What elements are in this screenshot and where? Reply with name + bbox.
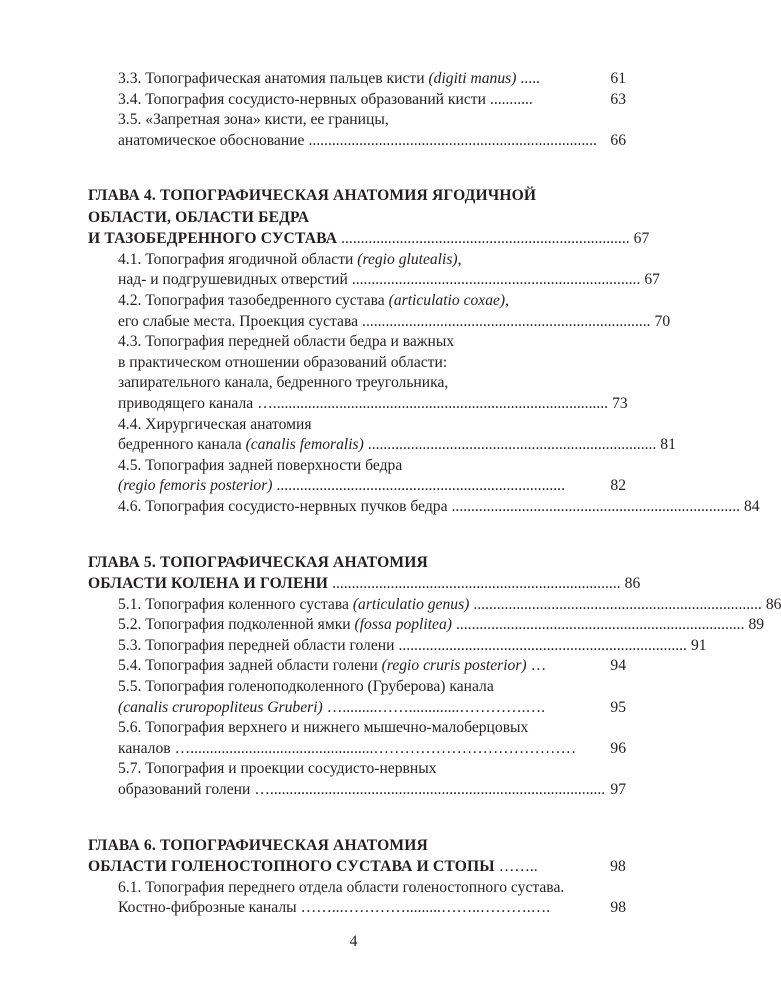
toc-entry-line <box>88 270 660 291</box>
latin-term: (canalis cruropopliteus Gruberi) <box>118 698 323 716</box>
entry-text: И ТАЗОБЕДРЕННОГО СУСТАВА <box>88 230 338 248</box>
entry-punctuation: , <box>505 292 510 310</box>
entry-page-number[interactable]: 73 <box>612 395 628 413</box>
entry-page-number[interactable]: 67 <box>644 271 660 289</box>
entry-text: 4.4. Хирургическая анатомия <box>118 415 312 433</box>
entry-page-number[interactable]: 81 <box>660 436 676 454</box>
entry-text: Костно-фиброзные каналы <box>118 899 297 917</box>
toc-entry-line <box>88 677 626 698</box>
toc-entry-line <box>88 332 626 353</box>
toc-entry-line <box>88 435 676 456</box>
entry-title <box>118 131 304 152</box>
entry-title <box>118 595 469 616</box>
dot-leader: …...................................................................................... <box>254 780 606 798</box>
latin-term: (fossa poplitea) <box>354 616 452 634</box>
toc-entry-line <box>88 718 626 739</box>
chapter-heading-line <box>88 552 626 574</box>
toc-entry-line <box>88 353 626 374</box>
chapter-title <box>88 856 495 878</box>
entry-page-number[interactable]: 63 <box>610 90 626 108</box>
entry-text: в практическом отношении образований области: <box>118 353 448 371</box>
chapter-heading-line <box>88 228 650 250</box>
entry-text: 5.6. Топография верхнего и нижнего мышечно-малоберцовых <box>118 719 529 737</box>
chapter-title <box>88 573 328 595</box>
dot-leader: .......................................................................... <box>351 271 641 289</box>
entry-text: запирательного канала, бедренного треугольника, <box>118 374 449 392</box>
latin-term: (regio femoris posterior) <box>118 477 273 495</box>
toc-entry-line <box>88 415 626 436</box>
entry-text: его слабые места. Проекция сустава <box>118 312 359 330</box>
entry-text: 4.2. Топография тазобедренного сустава <box>118 292 389 310</box>
entry-title <box>118 636 394 657</box>
toc-entry-line <box>88 291 626 312</box>
toc-entry-line <box>88 110 626 131</box>
dot-leader: ..... <box>520 70 540 87</box>
entry-title <box>118 615 452 636</box>
toc-entry-line <box>88 878 626 899</box>
entry-text: 4.3. Топография передней области бедра и важных <box>118 333 455 351</box>
dot-leader: .......................................................................... <box>367 436 657 454</box>
entry-page-number[interactable]: 84 <box>744 498 760 515</box>
entry-title <box>118 394 253 415</box>
latin-term: (regio glutealis) <box>357 250 458 268</box>
table-of-contents <box>88 69 781 919</box>
chapter-heading-line <box>88 207 626 229</box>
latin-term: (articulatio genus) <box>352 595 470 613</box>
toc-entry-line <box>88 780 626 801</box>
entry-page-number[interactable]: 67 <box>633 230 650 248</box>
entry-title <box>118 312 358 333</box>
entry-page-number[interactable]: 86 <box>624 575 641 593</box>
chapter-heading-line <box>88 185 626 207</box>
entry-title <box>118 291 509 312</box>
entry-title <box>118 456 402 477</box>
entry-title <box>118 476 272 497</box>
chapter-title <box>88 835 428 857</box>
toc-entry-line <box>88 759 626 780</box>
toc-entry-line <box>88 90 626 111</box>
toc-section <box>88 69 626 151</box>
toc-entry-line <box>88 615 765 636</box>
chapter-title <box>88 552 428 574</box>
toc-entry-line <box>88 373 626 394</box>
entry-text: бедренного канала <box>118 436 246 454</box>
entry-title <box>118 878 564 899</box>
entry-page-number[interactable]: 89 <box>748 616 765 634</box>
entry-title <box>118 656 527 677</box>
toc-entry-line <box>88 476 626 497</box>
entry-title <box>118 353 447 374</box>
entry-page-number[interactable]: 66 <box>610 131 626 149</box>
entry-page-number[interactable]: 98 <box>610 899 626 917</box>
entry-punctuation: , <box>457 250 462 268</box>
entry-text: ГЛАВА 5. ТОПОГРАФИЧЕСКАЯ АНАТОМИЯ <box>88 553 428 571</box>
chapter-title <box>88 207 309 229</box>
dot-leader: ……...………….........……..……….…. <box>300 899 551 917</box>
toc-entry-line <box>88 131 626 152</box>
entry-text: приводящего канала <box>118 395 254 413</box>
latin-term: (canalis femoralis) <box>245 436 364 454</box>
toc-entry-line <box>88 595 781 616</box>
entry-title <box>118 69 516 90</box>
entry-page-number[interactable]: 98 <box>610 858 626 876</box>
dot-leader: .......................................................................... <box>451 498 740 515</box>
entry-title <box>118 739 171 760</box>
entry-text: 6.1. Топография переднего отдела области голеностопного сустава. <box>118 878 565 896</box>
entry-title <box>118 415 312 436</box>
entry-text: образований голени <box>118 780 251 798</box>
entry-title <box>118 698 323 719</box>
toc-section <box>88 185 760 517</box>
toc-entry-line <box>88 497 760 518</box>
entry-title <box>118 435 364 456</box>
entry-title <box>118 270 348 291</box>
dot-leader: .......................................................................... <box>341 230 630 248</box>
entry-title <box>118 780 250 801</box>
dot-leader: .......................................................................... <box>332 575 621 593</box>
entry-page-number[interactable]: 61 <box>610 70 626 87</box>
entry-page-number[interactable]: 91 <box>690 636 707 654</box>
dot-leader: …….. <box>498 858 538 876</box>
entry-text: над- и подгрушевидных отверстий <box>118 271 348 289</box>
dot-leader: .......................................................................... <box>473 595 762 613</box>
entry-title <box>118 718 528 739</box>
dot-leader: .......................................................................... <box>398 636 687 654</box>
toc-entry-line <box>88 898 626 919</box>
dot-leader: .......................................................................... <box>455 616 745 634</box>
entry-text: 3.5. «Запретная зона» кисти, ее границы, <box>118 111 389 129</box>
entry-title <box>118 373 448 394</box>
entry-text: ГЛАВА 4. ТОПОГРАФИЧЕСКАЯ АНАТОМИЯ ЯГОДИЧНОЙ <box>88 187 537 205</box>
toc-section <box>88 552 781 801</box>
entry-title <box>118 250 462 271</box>
toc-entry-line <box>88 656 626 677</box>
entry-page-number[interactable]: 94 <box>610 657 626 675</box>
entry-text: 3.4. Топография сосудисто-нервных образований кисти <box>118 90 486 108</box>
dot-leader: … <box>530 657 547 675</box>
entry-title <box>118 110 389 131</box>
entry-text: каналов <box>118 739 171 757</box>
entry-text: 5.3. Топография передней области голени <box>118 636 395 654</box>
chapter-heading-line <box>88 573 641 595</box>
entry-text: 4.5. Топография задней поверхности бедра <box>118 456 403 474</box>
entry-title <box>118 759 437 780</box>
entry-text: 5.1. Топография коленного сустава <box>118 595 353 613</box>
entry-page-number[interactable]: 95 <box>610 698 626 716</box>
toc-entry-line <box>88 312 671 333</box>
entry-page-number[interactable]: 82 <box>610 477 626 495</box>
entry-title <box>118 90 486 111</box>
latin-term: (digiti manus) <box>428 70 517 87</box>
dot-leader: …...............................................………………………………… <box>174 739 577 757</box>
toc-entry-line <box>88 456 626 477</box>
dot-leader: …...................................................................................... <box>257 395 609 413</box>
toc-entry-line <box>88 739 626 760</box>
entry-title <box>118 497 448 518</box>
dot-leader: ........... <box>489 90 533 108</box>
entry-text: 5.2. Топография подколенной ямки <box>118 616 355 634</box>
latin-term: (articulatio coxae) <box>388 292 506 310</box>
toc-entry-line <box>88 250 626 271</box>
entry-page-number[interactable]: 86 <box>765 595 781 613</box>
entry-title <box>118 332 454 353</box>
toc-entry-line <box>88 636 707 657</box>
chapter-heading-line <box>88 856 626 878</box>
entry-text: ОБЛАСТИ, ОБЛАСТИ БЕДРА <box>88 208 310 226</box>
dot-leader: .......................................................................... <box>362 312 651 330</box>
entry-text: анатомическое обоснование <box>118 131 305 149</box>
entry-text: 3.3. Топографическая анатомия пальцев кисти <box>118 70 429 87</box>
entry-title <box>118 677 494 698</box>
toc-entry-line <box>88 394 626 415</box>
entry-text: ГЛАВА 6. ТОПОГРАФИЧЕСКАЯ АНАТОМИЯ <box>88 836 428 854</box>
toc-section <box>88 835 626 919</box>
entry-text: 5.5. Топография голеноподколенного (Груберова) канала <box>118 677 494 695</box>
entry-text: ОБЛАСТИ ГОЛЕНОСТОПНОГО СУСТАВА И СТОПЫ <box>88 858 495 876</box>
entry-page-number[interactable]: 97 <box>610 780 626 798</box>
toc-entry-line <box>88 698 626 719</box>
entry-text: 5.4. Топография задней области голени <box>118 657 382 675</box>
entry-text: ОБЛАСТИ КОЛЕНА И ГОЛЕНИ <box>88 575 329 593</box>
chapter-title <box>88 185 536 207</box>
chapter-title <box>88 228 337 250</box>
chapter-heading-line <box>88 835 626 857</box>
entry-text: 4.6. Топография сосудисто-нервных пучков бедра <box>118 498 448 515</box>
entry-text: 4.1. Топография ягодичной области <box>118 250 358 268</box>
dot-leader: ….........…….............………….…. <box>326 698 546 716</box>
page-number: 4 <box>349 933 358 950</box>
latin-term: (regio cruris posterior) <box>381 657 527 675</box>
entry-page-number[interactable]: 96 <box>610 739 626 757</box>
entry-text: 5.7. Топография и проекции сосудисто-нервных <box>118 760 437 778</box>
entry-title <box>118 898 297 919</box>
toc-entry-line <box>88 69 626 90</box>
dot-leader: .......................................................................... <box>276 477 565 495</box>
dot-leader: .......................................................................... <box>308 131 597 149</box>
entry-page-number[interactable]: 70 <box>654 312 671 330</box>
